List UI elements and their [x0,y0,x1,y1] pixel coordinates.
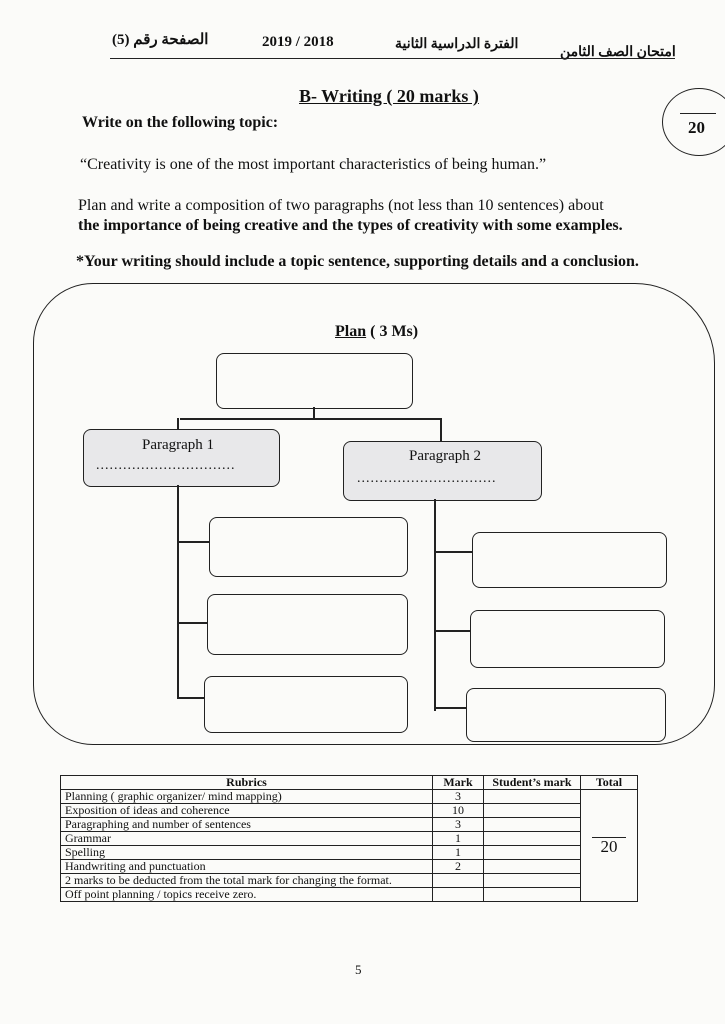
rubric-header: Rubrics [61,776,433,790]
criterion-cell: Planning ( graphic organizer/ mind mapping) [61,790,433,804]
table-row [61,790,638,804]
task-description [78,196,678,236]
left-trunk-line [177,485,179,698]
include-note: *Your writing should include a topic sentence, supporting details and a conclusion. [76,253,639,270]
connector-line [177,541,209,543]
paragraph-1-detail-box-1[interactable] [209,517,408,577]
paragraph-1-detail-box-3[interactable] [204,676,408,733]
table-row [61,860,638,874]
student-mark-cell[interactable] [484,860,581,874]
student-mark-cell[interactable] [484,790,581,804]
paragraph-2-detail-box-3[interactable] [466,688,666,742]
instruction: Write on the following topic: [82,114,279,131]
topic-quote: “Creativity is one of the most important characteristics of being human.” [80,156,547,173]
student-mark-cell[interactable] [484,832,581,846]
criterion-cell: Exposition of ideas and coherence [61,804,433,818]
page-number: 5 [355,962,362,977]
mark-cell: 1 [433,846,484,860]
table-row [61,846,638,860]
connector-line [177,418,179,429]
score-total: 20 [688,118,705,137]
student-mark-cell[interactable] [484,818,581,832]
criterion-cell: Paragraphing and number of sentences [61,818,433,832]
table-row [61,804,638,818]
term-label: الفترة الدراسية الثانية [395,37,519,52]
task-line-1: Plan and write a composition of two paragraphs (not less than 10 sentences) about [78,197,604,214]
mark-header: Mark [433,776,484,790]
mark-cell: 3 [433,790,484,804]
student-mark-cell[interactable] [484,874,581,888]
mark-cell: 1 [433,832,484,846]
student-mark-header: Student’s mark [484,776,581,790]
right-trunk-line [434,499,436,711]
student-mark-cell[interactable] [484,846,581,860]
plan-title: Plan ( 3 Ms) [335,323,419,340]
paragraph-2-detail-box-1[interactable] [472,532,667,588]
table-row [61,832,638,846]
connector-line [434,630,470,632]
table-row [61,818,638,832]
page-number-label: الصفحة رقم (5) [112,32,209,48]
table-row [61,874,638,888]
section-title: B- Writing ( 20 marks ) [299,86,479,106]
connector-line [434,707,466,709]
criterion-cell: Grammar [61,832,433,846]
connector-line [434,551,472,553]
header-rule [110,58,675,59]
mark-cell: 3 [433,818,484,832]
score-line [680,113,716,114]
rubric-table [60,775,638,902]
criterion-cell: 2 marks to be deducted from the total mark for changing the format. [61,874,433,888]
mark-cell [433,888,484,902]
mark-cell: 2 [433,860,484,874]
paragraph-2-label: Paragraph 2 [409,448,482,464]
rubric-header-row [61,776,638,790]
total-header: Total [581,776,638,790]
table-row [61,888,638,902]
paragraph-1-label: Paragraph 1 [142,437,215,453]
paragraph-1-detail-box-2[interactable] [207,594,408,655]
paragraph-1-dots: ............................... [96,458,236,473]
student-mark-cell[interactable] [484,888,581,902]
mark-cell [433,874,484,888]
connector-line [440,418,442,441]
paragraph-2-detail-box-2[interactable] [470,610,665,668]
student-mark-cell[interactable] [484,804,581,818]
topic-box[interactable] [216,353,413,409]
connector-line [177,697,204,699]
total-value: 20 [600,836,618,856]
academic-year: 2019 / 2018 [262,34,334,50]
paragraph-2-dots: ............................... [357,471,497,486]
criterion-cell: Handwriting and punctuation [61,860,433,874]
mark-cell: 10 [433,804,484,818]
connector-line [177,622,207,624]
criterion-cell: Off point planning / topics receive zero. [61,888,433,902]
total-cell[interactable] [581,790,638,902]
task-line-2: the importance of being creative and the types of creativity with some examples. [78,217,623,234]
connector-line [180,418,442,420]
criterion-cell: Spelling [61,846,433,860]
exam-label: امتحان الصف الثامن [560,45,676,60]
